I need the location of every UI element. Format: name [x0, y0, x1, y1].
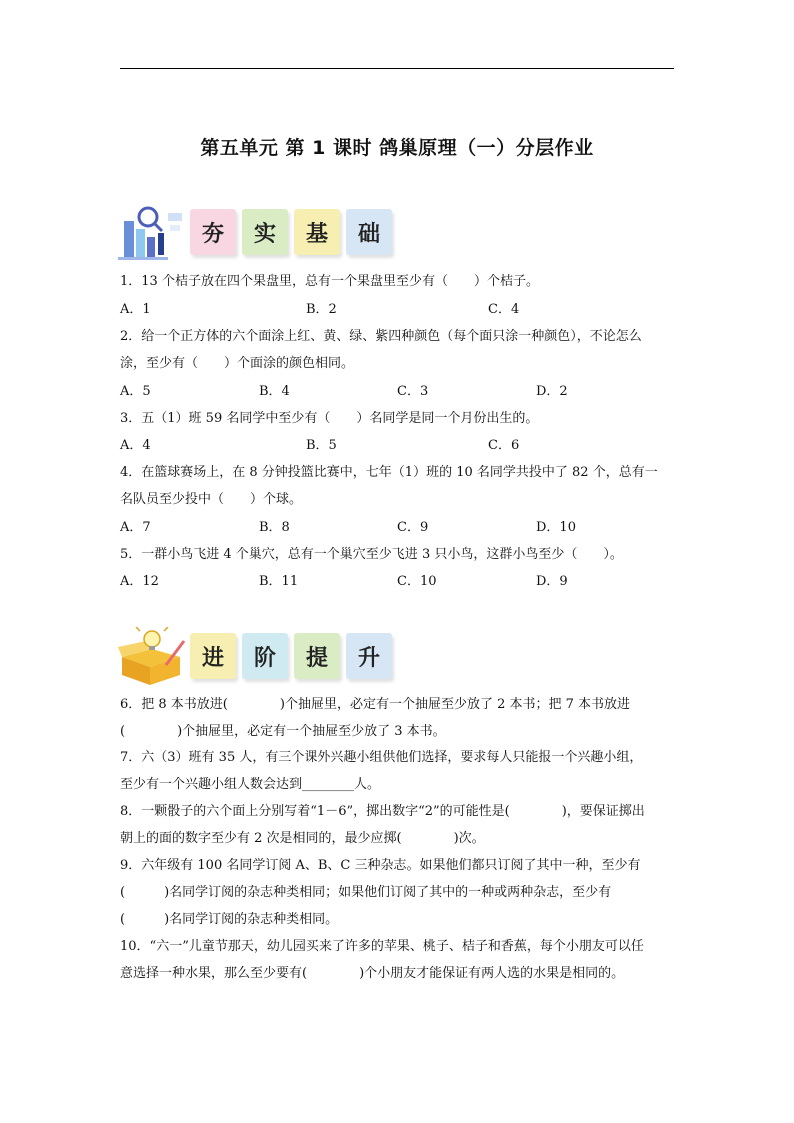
- option: B．5: [306, 438, 337, 453]
- banner-tile: 进: [190, 633, 236, 679]
- options-q5: [120, 573, 680, 591]
- banner-tile: 实: [242, 209, 288, 255]
- banner-tile: 升: [346, 633, 392, 679]
- question-9: 9．六年级有 100 名同学订阅 A、B、C 三种杂志。如果他们都只订阅了其中一种，至少有: [120, 858, 641, 873]
- question-5: 5．一群小鸟飞进 4 个巢穴，总有一个巢穴至少飞进 3 只小鸟，这群小鸟至少（ ）。: [120, 547, 623, 562]
- question-10: 10．“六一”儿童节那天，幼儿园买来了许多的苹果、桃子、桔子和香蕉，每个小朋友可以任: [120, 939, 644, 954]
- option: A．7: [120, 520, 151, 535]
- question-2-cont: 涂，至少有（ ）个面涂的颜色相同。: [120, 356, 355, 371]
- question-6: 6．把 8 本书放进( )个抽屉里，必定有一个抽屉至少放了 2 本书；把 7 本书放进: [120, 697, 631, 712]
- banner-tile: 础: [346, 209, 392, 255]
- question-8: 8．一颗骰子的六个面上分别写着“1－6”，掷出数字“2”的可能性是( )，要保证掷出: [120, 804, 645, 819]
- question-7-cont: 至少有一个兴趣小组人数会达到________人。: [120, 777, 381, 792]
- magnifier-books-icon: [118, 203, 188, 265]
- option: D．9: [536, 574, 568, 589]
- option: A．5: [120, 384, 151, 399]
- section-banner-basic: [118, 203, 408, 265]
- question-2: 2．给一个正方体的六个面涂上红、黄、绿、紫四种颜色（每个面只涂一种颜色），不论怎么: [120, 329, 642, 344]
- question-1: 1．13 个桔子放在四个果盘里，总有一个果盘里至少有（ ）个桔子。: [120, 274, 539, 289]
- section-banner-advanced: [118, 627, 408, 689]
- option: A．12: [120, 574, 159, 589]
- options-q2: [120, 383, 680, 401]
- question-9-cont: ( )名同学订阅的杂志种类相同；如果他们订阅了其中的一种或两种杂志，至少有: [120, 885, 612, 900]
- option: C．10: [397, 574, 437, 589]
- option: D．2: [536, 384, 568, 399]
- option: C．3: [397, 384, 429, 399]
- banner-tile: 阶: [242, 633, 288, 679]
- question-9-cont2: ( )名同学订阅的杂志种类相同。: [120, 912, 339, 927]
- question-6-cont: ( )个抽屉里，必定有一个抽屉至少放了 3 本书。: [120, 724, 446, 739]
- banner-tile: 基: [294, 209, 340, 255]
- question-10-cont: 意选择一种水果，那么至少要有( )个小朋友才能保证有两人选的水果是相同的。: [120, 966, 625, 981]
- question-8-cont: 朝上的面的数字至少有 2 次是相同的，最少应掷( )次。: [120, 831, 485, 846]
- lightbulb-box-icon: [118, 627, 188, 689]
- options-q4: [120, 519, 680, 537]
- option: A．4: [120, 438, 151, 453]
- option: B．11: [259, 574, 299, 589]
- options-q1: [120, 301, 680, 319]
- option: B．2: [306, 302, 337, 317]
- header-rule: [120, 68, 674, 69]
- banner-tile: 夯: [190, 209, 236, 255]
- option: B．8: [259, 520, 290, 535]
- question-3: 3．五（1）班 59 名同学中至少有（ ）名同学是同一个月份出生的。: [120, 411, 539, 426]
- page-title: 第五单元 第 1 课时 鸽巢原理（一）分层作业: [200, 137, 594, 159]
- options-q3: [120, 437, 680, 455]
- option: C．4: [488, 302, 520, 317]
- option: C．6: [488, 438, 520, 453]
- option: D．10: [536, 520, 576, 535]
- banner-tile: 提: [294, 633, 340, 679]
- option: A．1: [120, 302, 151, 317]
- question-7: 7．六（3）班有 35 人，有三个课外兴趣小组供他们选择，要求每人只能报一个兴趣小组，: [120, 750, 643, 765]
- option: C．9: [397, 520, 429, 535]
- question-4: 4．在篮球赛场上，在 8 分钟投篮比赛中，七年（1）班的 10 名同学共投中了 82 个，总有一: [120, 465, 658, 480]
- question-4-cont: 名队员至少投中（ ）个球。: [120, 492, 303, 507]
- option: B．4: [259, 384, 290, 399]
